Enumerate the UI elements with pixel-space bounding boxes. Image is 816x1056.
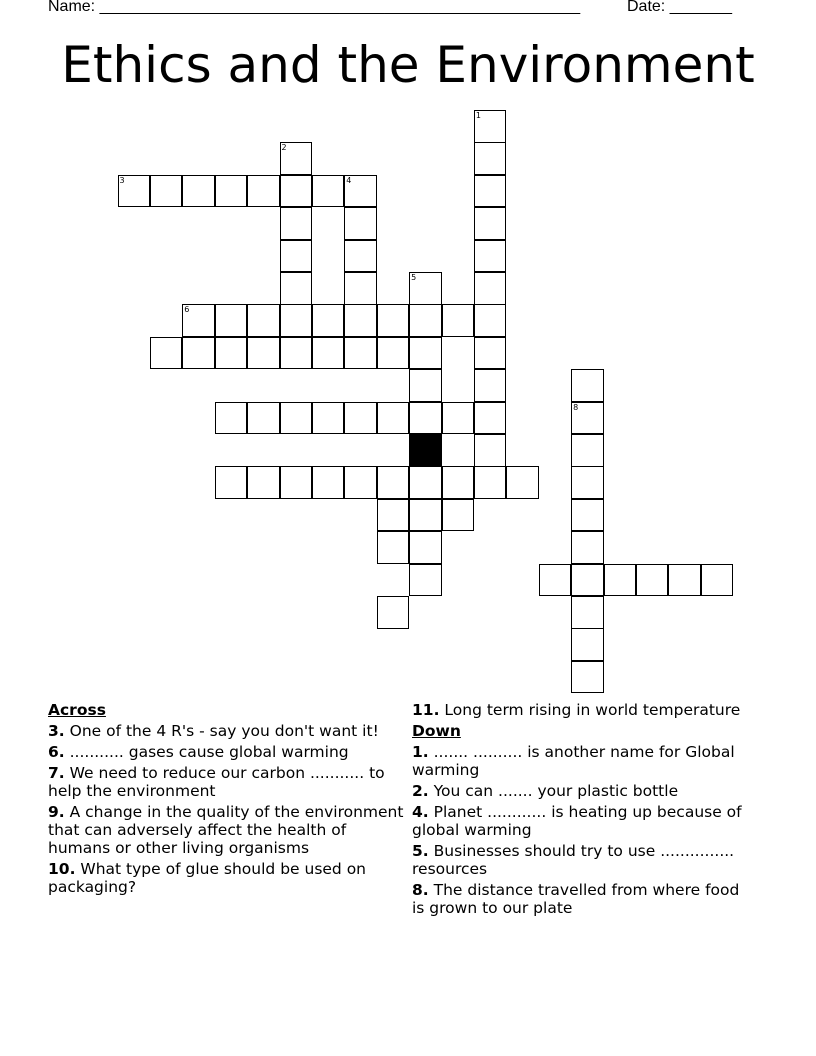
grid-cell[interactable] [312, 466, 345, 499]
grid-cell[interactable] [571, 434, 604, 467]
grid-cell[interactable] [701, 564, 734, 597]
grid-cell[interactable] [474, 272, 507, 305]
clue-text: A change in the quality of the environment that can adversely affect the health of humans or other living organisms [48, 803, 404, 857]
grid-cell[interactable] [474, 304, 507, 337]
grid-cell[interactable] [344, 175, 377, 208]
grid-cell[interactable] [280, 175, 313, 208]
page-title: Ethics and the Environment [61, 36, 755, 94]
across-clues [48, 701, 410, 899]
grid-cell[interactable] [409, 272, 442, 305]
grid-cell[interactable] [636, 564, 669, 597]
grid-cell[interactable] [344, 207, 377, 240]
clue-number-label: 8 [573, 402, 579, 412]
grid-cell[interactable] [571, 596, 604, 629]
grid-cell[interactable] [312, 337, 345, 370]
clue-down-1 [412, 743, 752, 779]
grid-cell[interactable] [409, 402, 442, 435]
clue-number: 3. [48, 722, 65, 740]
grid-cell[interactable] [377, 499, 410, 532]
grid-cell[interactable] [344, 272, 377, 305]
clue-down-4 [412, 803, 752, 839]
across-heading: Across [48, 701, 106, 719]
clue-text: Long term rising in world temperature [444, 701, 741, 719]
grid-cell[interactable] [442, 466, 475, 499]
clue-text: One of the 4 R's - say you don't want it! [69, 722, 379, 740]
grid-cell[interactable] [182, 337, 215, 370]
grid-cell[interactable] [280, 207, 313, 240]
grid-cell[interactable] [474, 402, 507, 435]
grid-cell[interactable] [474, 207, 507, 240]
grid-cell[interactable] [280, 466, 313, 499]
grid-cell[interactable] [150, 175, 183, 208]
grid-cell[interactable] [247, 466, 280, 499]
grid-cell[interactable] [182, 304, 215, 337]
grid-cell[interactable] [571, 531, 604, 564]
clue-across-11 [412, 701, 752, 719]
clue-across-9 [48, 803, 410, 857]
grid-cell[interactable] [215, 466, 248, 499]
grid-cell[interactable] [571, 564, 604, 597]
grid-cell[interactable] [442, 402, 475, 435]
name-field-label: Name: ______________________________________________________ [48, 0, 581, 15]
down-heading: Down [412, 722, 461, 740]
grid-cell[interactable] [215, 337, 248, 370]
grid-cell[interactable] [150, 337, 183, 370]
clue-down-2 [412, 782, 752, 800]
grid-cell[interactable] [377, 596, 410, 629]
blocked-cell [409, 434, 442, 467]
grid-cell[interactable] [118, 175, 151, 208]
grid-cell[interactable] [571, 628, 604, 661]
grid-cell[interactable] [377, 304, 410, 337]
clue-text: Businesses should try to use ............... resources [412, 842, 735, 878]
grid-cell[interactable] [377, 531, 410, 564]
grid-cell[interactable] [344, 466, 377, 499]
clue-across-3 [48, 722, 410, 740]
clue-number: 6. [48, 743, 65, 761]
clue-number: 9. [48, 803, 65, 821]
grid-cell[interactable] [474, 142, 507, 175]
grid-cell[interactable] [474, 175, 507, 208]
grid-cell[interactable] [344, 304, 377, 337]
clue-number-label: 3 [119, 175, 125, 185]
grid-cell[interactable] [312, 175, 345, 208]
grid-cell[interactable] [474, 466, 507, 499]
clue-across-6 [48, 743, 410, 761]
clue-number-label: 5 [411, 273, 417, 282]
clue-down-5 [412, 842, 752, 878]
grid-cell[interactable] [474, 369, 507, 402]
grid-cell[interactable] [280, 240, 313, 273]
clue-number: 7. [48, 764, 65, 782]
grid-cell[interactable] [539, 564, 572, 597]
clue-across-10 [48, 860, 410, 896]
clue-down-8 [412, 881, 752, 917]
clue-number: 1. [412, 743, 429, 761]
grid-cell[interactable] [409, 337, 442, 370]
clue-number: 4. [412, 803, 429, 821]
clue-text: What type of glue should be used on packaging? [48, 860, 366, 896]
grid-cell[interactable] [571, 369, 604, 402]
clue-number: 8. [412, 881, 429, 899]
clue-number-label: 4 [346, 175, 352, 185]
clue-number: 10. [48, 860, 76, 878]
clue-number: 11. [412, 701, 440, 719]
grid-cell[interactable] [312, 402, 345, 435]
clue-number-label: 6 [184, 305, 190, 315]
grid-cell[interactable] [571, 466, 604, 499]
grid-cell[interactable] [215, 402, 248, 435]
grid-cell[interactable] [571, 661, 604, 694]
grid-cell[interactable] [344, 337, 377, 370]
date-field-label: Date: _______ [627, 0, 732, 15]
clue-text: You can ....... your plastic bottle [433, 782, 679, 800]
clue-number: 5. [412, 842, 429, 860]
grid-cell[interactable] [280, 402, 313, 435]
grid-cell[interactable] [247, 402, 280, 435]
grid-cell[interactable] [247, 175, 280, 208]
grid-cell[interactable] [280, 337, 313, 370]
grid-cell[interactable] [668, 564, 701, 597]
down-clues [412, 701, 752, 920]
grid-cell[interactable] [344, 240, 377, 273]
grid-cell[interactable] [215, 304, 248, 337]
grid-cell[interactable] [571, 402, 604, 435]
grid-cell[interactable] [474, 110, 507, 143]
grid-cell[interactable] [247, 304, 280, 337]
grid-cell[interactable] [409, 369, 442, 402]
clue-text: ....... .......... is another name for Global warming [412, 743, 735, 779]
grid-cell[interactable] [409, 499, 442, 532]
grid-cell[interactable] [280, 272, 313, 305]
grid-cell[interactable] [377, 466, 410, 499]
clue-number: 2. [412, 782, 429, 800]
grid-cell[interactable] [409, 466, 442, 499]
grid-cell[interactable] [409, 564, 442, 597]
grid-cell[interactable] [377, 337, 410, 370]
grid-cell[interactable] [474, 240, 507, 273]
grid-cell[interactable] [344, 402, 377, 435]
grid-cell[interactable] [571, 499, 604, 532]
grid-cell[interactable] [442, 499, 475, 532]
clue-text: We need to reduce our carbon ........... to help the environment [48, 764, 385, 800]
grid-cell[interactable] [182, 175, 215, 208]
grid-cell[interactable] [247, 337, 280, 370]
grid-cell[interactable] [312, 304, 345, 337]
clue-text: Planet ............ is heating up because of global warming [412, 803, 742, 839]
grid-cell[interactable] [506, 466, 539, 499]
clue-number-label: 1 [475, 111, 481, 120]
grid-cell[interactable] [409, 531, 442, 564]
grid-cell[interactable] [474, 434, 507, 467]
grid-cell[interactable] [377, 402, 410, 435]
grid-cell[interactable] [280, 304, 313, 337]
clue-across-7 [48, 764, 410, 800]
grid-cell[interactable] [474, 337, 507, 370]
grid-cell[interactable] [409, 304, 442, 337]
grid-cell[interactable] [215, 175, 248, 208]
clue-text: The distance travelled from where food is grown to our plate [412, 881, 740, 917]
grid-cell[interactable] [604, 564, 637, 597]
clue-number-label: 2 [281, 143, 287, 153]
grid-cell[interactable] [280, 142, 313, 175]
clue-text: ........... gases cause global warming [69, 743, 349, 761]
grid-cell[interactable] [442, 304, 475, 337]
